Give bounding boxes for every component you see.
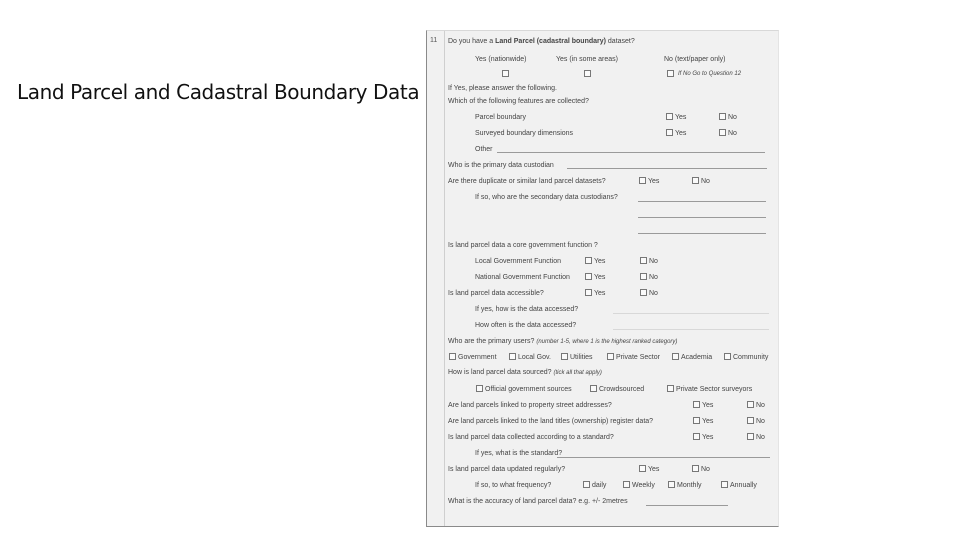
sourced-question-text: How is land parcel data sourced? — [448, 369, 552, 376]
option-label-no-text-paper: No (text/paper only) — [664, 56, 726, 63]
checkbox-updated-yes[interactable] — [639, 465, 646, 472]
yes-label: Yes — [702, 402, 714, 409]
yes-label: Yes — [594, 274, 606, 281]
checkbox-frequency-monthly[interactable] — [668, 481, 675, 488]
yes-label: Yes — [594, 290, 606, 297]
checkbox-users-local-gov[interactable] — [509, 353, 516, 360]
no-label: No — [756, 434, 765, 441]
titles-question: Are land parcels linked to the land titles (ownership) register data? — [448, 418, 654, 425]
frequency-question: If so, to what frequency? — [475, 482, 552, 489]
users-label-community: Community — [733, 354, 769, 361]
users-label-government: Government — [458, 354, 497, 361]
addresses-question: Are land parcels linked to property street addresses? — [448, 402, 612, 409]
checkbox-addresses-no[interactable] — [747, 401, 754, 408]
national-gov-function-label: National Government Function — [475, 274, 570, 281]
checkbox-standard-no[interactable] — [747, 433, 754, 440]
source-label-crowdsourced: Crowdsourced — [599, 386, 645, 393]
option-label-yes-some-areas: Yes (in some areas) — [556, 56, 618, 63]
source-label-private-surveyors: Private Sector surveyors — [676, 386, 753, 393]
accessible-question: Is land parcel data accessible? — [448, 290, 544, 297]
slide-title: Land Parcel and Cadastral Boundary Data — [17, 80, 420, 104]
checkbox-surveyed-dimensions-no[interactable] — [719, 129, 726, 136]
yes-label: Yes — [675, 130, 687, 137]
checkbox-national-gov-yes[interactable] — [585, 273, 592, 280]
no-label: No — [728, 130, 737, 137]
checkbox-titles-no[interactable] — [747, 417, 754, 424]
how-accessed-input-line[interactable] — [613, 313, 769, 314]
checkbox-parcel-boundary-yes[interactable] — [666, 113, 673, 120]
checkbox-accessible-no[interactable] — [640, 289, 647, 296]
checkbox-local-gov-yes[interactable] — [585, 257, 592, 264]
standard-question: Is land parcel data collected according to a standard? — [448, 434, 614, 441]
checkbox-surveyed-dimensions-yes[interactable] — [666, 129, 673, 136]
main-question-bold: Land Parcel (cadastral boundary) — [495, 38, 606, 45]
checkbox-parcel-boundary-no[interactable] — [719, 113, 726, 120]
custodian-input-line[interactable] — [567, 168, 767, 169]
duplicate-question: Are there duplicate or similar land parcel datasets? — [448, 178, 606, 185]
no-label: No — [728, 114, 737, 121]
frequency-label-monthly: Monthly — [677, 482, 702, 489]
checkbox-frequency-annually[interactable] — [721, 481, 728, 488]
updated-question: Is land parcel data updated regularly? — [448, 466, 566, 473]
go-to-note: If No Go to Question 12 — [678, 71, 742, 77]
checkbox-users-utilities[interactable] — [561, 353, 568, 360]
checkbox-users-private-sector[interactable] — [607, 353, 614, 360]
feature-label-parcel-boundary: Parcel boundary — [475, 114, 526, 121]
users-question-text: Who are the primary users? — [448, 338, 535, 345]
main-question-suffix: dataset? — [605, 38, 635, 45]
checkbox-standard-yes[interactable] — [693, 433, 700, 440]
no-label: No — [756, 418, 765, 425]
checkbox-source-private-surveyors[interactable] — [667, 385, 674, 392]
no-label: No — [756, 402, 765, 409]
yes-label: Yes — [702, 434, 714, 441]
checkbox-yes-some-areas[interactable] — [584, 70, 591, 77]
question-number: 11 — [430, 37, 438, 44]
core-gov-question: Is land parcel data a core government function ? — [448, 242, 598, 249]
checkbox-duplicate-yes[interactable] — [639, 177, 646, 184]
standard-input-line[interactable] — [557, 457, 770, 458]
secondary-custodian-line-1[interactable] — [638, 201, 766, 202]
local-gov-function-label: Local Government Function — [475, 258, 561, 265]
checkbox-national-gov-no[interactable] — [640, 273, 647, 280]
sourced-question-note: (tick all that apply) — [553, 370, 602, 376]
no-label: No — [649, 258, 658, 265]
source-label-official: Official government sources — [485, 386, 572, 393]
checkbox-frequency-weekly[interactable] — [623, 481, 630, 488]
standard-which-question: If yes, what is the standard? — [475, 450, 563, 457]
other-label: Other — [475, 146, 493, 153]
users-label-local-gov: Local Gov. — [518, 354, 551, 361]
main-question — [448, 37, 635, 46]
checkbox-titles-yes[interactable] — [693, 417, 700, 424]
feature-label-surveyed-dimensions: Surveyed boundary dimensions — [475, 130, 574, 137]
other-input-line[interactable] — [497, 152, 765, 153]
users-label-academia: Academia — [681, 354, 713, 361]
how-often-question: How often is the data accessed? — [475, 322, 577, 329]
checkbox-source-official[interactable] — [476, 385, 483, 392]
checkbox-no-text-paper[interactable] — [667, 70, 674, 77]
yes-label: Yes — [594, 258, 606, 265]
secondary-custodian-line-2[interactable] — [638, 217, 766, 218]
if-yes-instruction: If Yes, please answer the following. — [448, 85, 557, 92]
checkbox-accessible-yes[interactable] — [585, 289, 592, 296]
no-label: No — [701, 178, 710, 185]
yes-label: Yes — [648, 466, 660, 473]
question-number-column — [427, 31, 445, 526]
sourced-question — [448, 368, 602, 378]
users-label-private-sector: Private Sector — [616, 354, 660, 361]
checkbox-yes-nationwide[interactable] — [502, 70, 509, 77]
yes-label: Yes — [648, 178, 660, 185]
checkbox-users-academia[interactable] — [672, 353, 679, 360]
checkbox-duplicate-no[interactable] — [692, 177, 699, 184]
secondary-custodians-question: If so, who are the secondary data custodians? — [475, 194, 618, 201]
no-label: No — [701, 466, 710, 473]
accuracy-input-line[interactable] — [646, 505, 728, 506]
checkbox-addresses-yes[interactable] — [693, 401, 700, 408]
users-question — [448, 337, 677, 347]
users-question-note: (number 1-5, where 1 is the highest ranked category) — [536, 339, 678, 345]
checkbox-users-government[interactable] — [449, 353, 456, 360]
accuracy-question: What is the accuracy of land parcel data? e.g. +/- 2metres — [448, 498, 628, 505]
yes-label: Yes — [675, 114, 687, 121]
users-label-utilities: Utilities — [570, 354, 593, 361]
checkbox-local-gov-no[interactable] — [640, 257, 647, 264]
how-accessed-question: If yes, how is the data accessed? — [475, 306, 579, 313]
custodian-question: Who is the primary data custodian — [448, 162, 554, 169]
no-label: No — [649, 274, 658, 281]
no-label: No — [649, 290, 658, 297]
frequency-label-annually: Annually — [730, 482, 757, 489]
checkbox-updated-no[interactable] — [692, 465, 699, 472]
main-question-prefix: Do you have a — [448, 38, 496, 45]
checkbox-source-crowdsourced[interactable] — [590, 385, 597, 392]
features-question: Which of the following features are collected? — [448, 98, 589, 105]
questionnaire-form — [426, 30, 779, 527]
yes-label: Yes — [702, 418, 714, 425]
frequency-label-weekly: Weekly — [632, 482, 655, 489]
checkbox-users-community[interactable] — [724, 353, 731, 360]
frequency-label-daily: daily — [592, 482, 607, 489]
checkbox-frequency-daily[interactable] — [583, 481, 590, 488]
option-label-yes-nationwide: Yes (nationwide) — [475, 56, 527, 63]
secondary-custodian-line-3[interactable] — [638, 233, 766, 234]
how-often-input-line[interactable] — [613, 329, 769, 330]
